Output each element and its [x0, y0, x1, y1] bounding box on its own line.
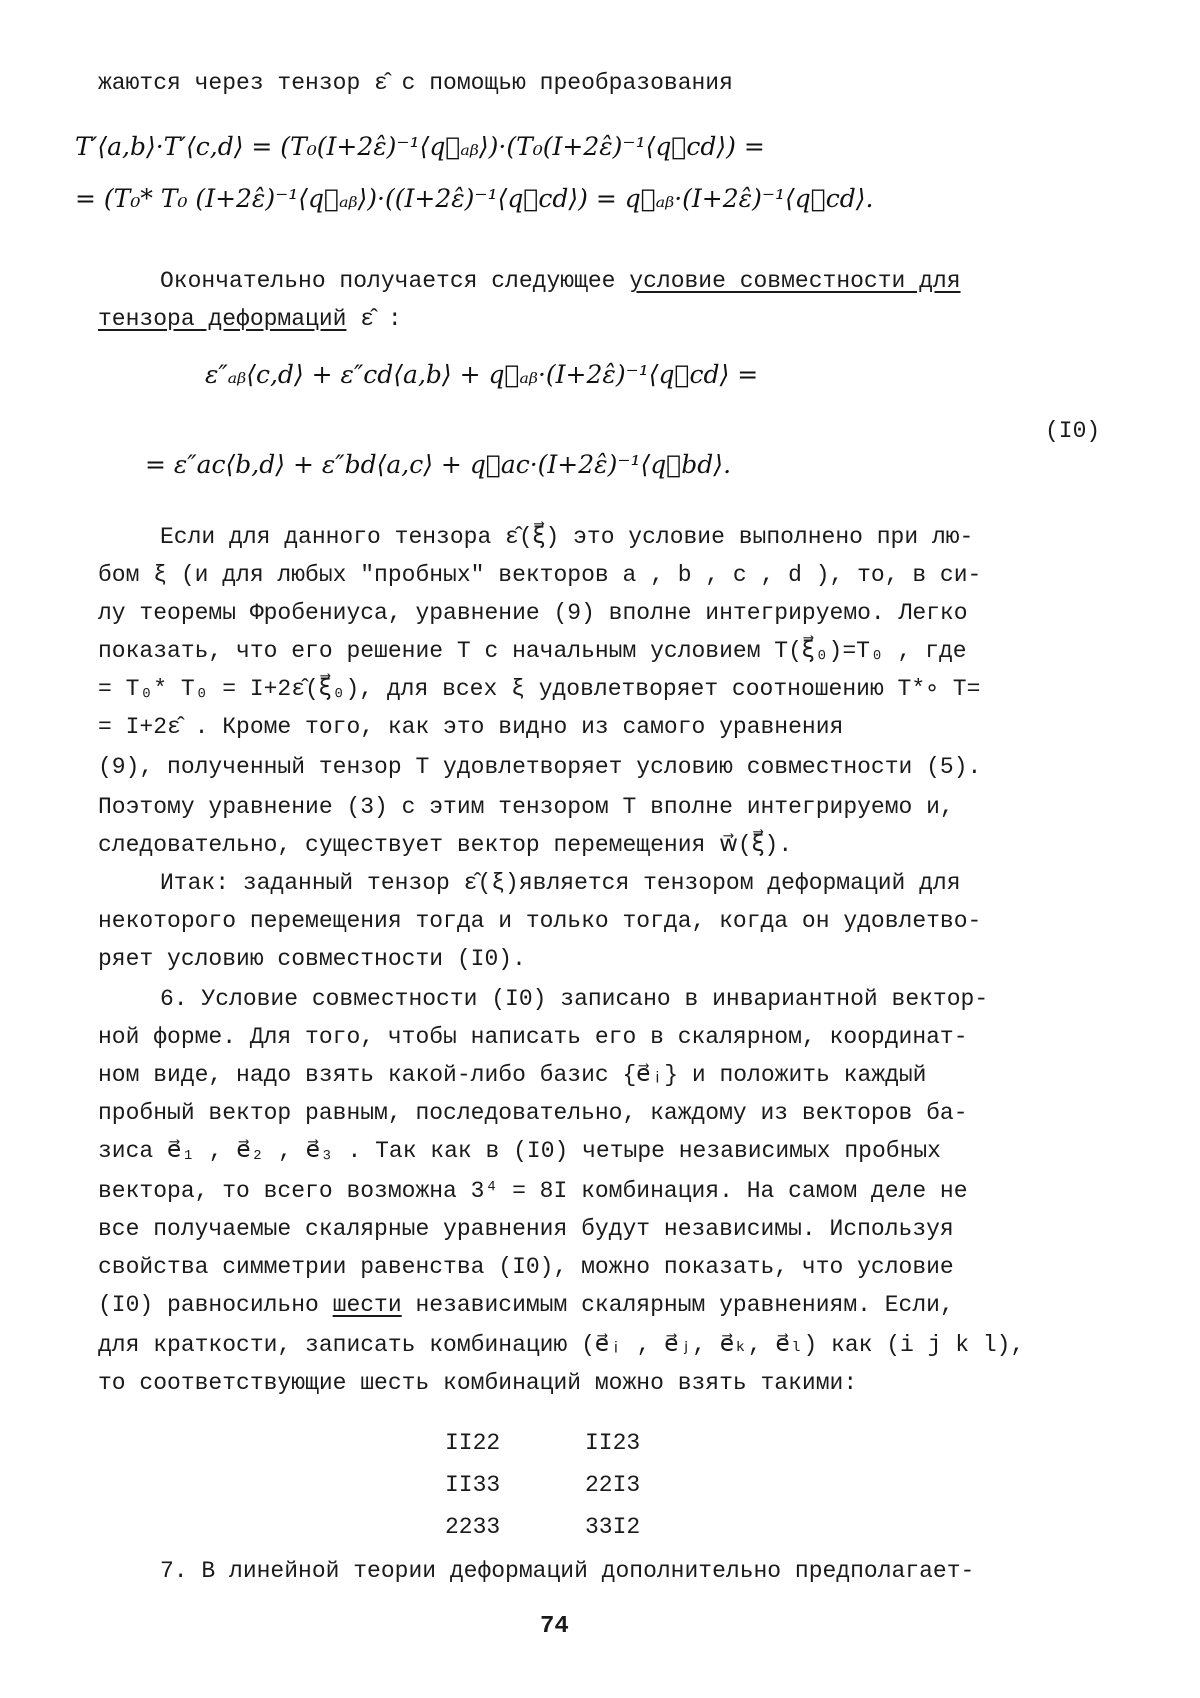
text-line: то соответствующие шесть комбинаций можно взять такими: — [98, 1370, 858, 1396]
text-line: ном виде, надо взять какой-либо базис {e⃗ᵢ} и положить каждый — [98, 1062, 927, 1088]
combinations-table — [445, 1424, 725, 1550]
underlined-term: тензора деформаций — [98, 306, 347, 332]
text-line: все получаемые скалярные уравнения будут независимы. Используя — [98, 1216, 954, 1242]
text-line: показать, что его решение T с начальным условием T(ξ⃗₀)=T₀ , где — [98, 638, 967, 664]
text-line — [98, 1286, 1128, 1324]
table-row — [445, 1424, 725, 1466]
table-row — [445, 1508, 725, 1550]
equation-number: (I0) — [1045, 418, 1101, 444]
table-cell: II33 — [445, 1472, 501, 1498]
text-line: зиса e⃗₁ , e⃗₂ , e⃗₃ . Так как в (I0) четыре независимых пробных — [98, 1138, 941, 1164]
equation-line: = ε″ac⟨b,d⟩ + ε″bd⟨a,c⟩ + q⃗ac·(I+2ε̂)⁻¹⟨q⃗bd⟩. — [145, 450, 732, 479]
text-line: ряет условию совместности (I0). — [98, 946, 526, 972]
equation-line: T′⟨a,b⟩·T′⟨c,d⟩ = (T₀(I+2ε̂)⁻¹⟨q⃗ₐᵦ⟩)·(T₀(I+2ε̂)⁻¹⟨q⃗cd⟩) = — [75, 132, 765, 161]
text-line: 7. В линейной теории деформаций дополнительно предполагает- — [160, 1558, 975, 1584]
text-line: вектора, то всего возможна 3⁴ = 8I комбинация. На самом деле не — [98, 1178, 968, 1204]
table-cell: 2233 — [445, 1514, 501, 1540]
text-line: Поэтому уравнение (3) с этим тензором T вполне интегрируемо и, — [98, 794, 954, 820]
equation-line: ε″ₐᵦ⟨c,d⟩ + ε″cd⟨a,b⟩ + q⃗ₐᵦ·(I+2ε̂)⁻¹⟨q⃗cd⟩ = — [205, 360, 759, 389]
text-line: некоторого перемещения тогда и только тогда, когда он удовлетво- — [98, 908, 982, 934]
page-number: 74 — [540, 1613, 569, 1640]
table-cell: 33I2 — [585, 1514, 641, 1540]
text-fragment: независимым скалярным уравнениям. Если, — [401, 1292, 954, 1318]
text-line: 6. Условие совместности (I0) записано в инвариантной вектор- — [160, 986, 989, 1012]
table-cell: 22I3 — [585, 1472, 641, 1498]
text-line: Если для данного тензора ε̂(ξ⃗) это условие выполнено при лю- — [160, 524, 974, 550]
text-line: пробный вектор равным, последовательно, каждому из векторов ба- — [98, 1100, 968, 1126]
equation-line: = (T₀* T₀ (I+2ε̂)⁻¹⟨q⃗ₐᵦ⟩)·((I+2ε̂)⁻¹⟨q⃗cd⟩) = q⃗ₐᵦ·(I+2ε̂)⁻¹⟨q⃗cd⟩. — [75, 184, 874, 213]
text-fragment: (I0) равносильно — [98, 1292, 333, 1318]
text-line: жаются через тензор ε̂ с помощью преобразования — [98, 70, 733, 96]
text-line: Итак: заданный тензор ε̂(ξ)является тензором деформаций для — [160, 870, 961, 896]
underlined-term: шести — [332, 1292, 402, 1318]
text-line: лу теоремы Фробениуса, уравнение (9) вполне интегрируемо. Легко — [98, 600, 968, 626]
text-line: следовательно, существует вектор перемещения w⃗(ξ⃗). — [98, 832, 793, 858]
text-fragment: Окончательно получается следующее — [160, 268, 630, 294]
text-line: = I+2ε̂ . Кроме того, как это видно из самого уравнения — [98, 714, 844, 740]
text-line: для краткости, записать комбинацию (e⃗ᵢ , e⃗ⱼ, e⃗ₖ, e⃗ₗ) как (i j k l), — [98, 1332, 1025, 1358]
text-line — [98, 300, 1128, 338]
text-line: (9), полученный тензор T удовлетворяет условию совместности (5). — [98, 754, 982, 780]
table-cell: II23 — [585, 1430, 641, 1456]
underlined-term: условие совместности для — [629, 268, 961, 294]
text-line — [160, 262, 1128, 300]
text-line: бом ξ (и для любых "пробных" векторов a , b , c , d ), то, в си- — [98, 562, 982, 588]
table-row — [445, 1466, 725, 1508]
table-cell: II22 — [445, 1430, 501, 1456]
text-fragment: ε̂ : — [346, 306, 402, 332]
text-line: свойства симметрии равенства (I0), можно показать, что условие — [98, 1254, 954, 1280]
text-line: ной форме. Для того, чтобы написать его в скалярном, координат- — [98, 1024, 968, 1050]
text-line: = T₀* T₀ = I+2ε̂(ξ⃗₀), для всех ξ удовлетворяет соотношению T*∘ T= — [98, 676, 981, 702]
